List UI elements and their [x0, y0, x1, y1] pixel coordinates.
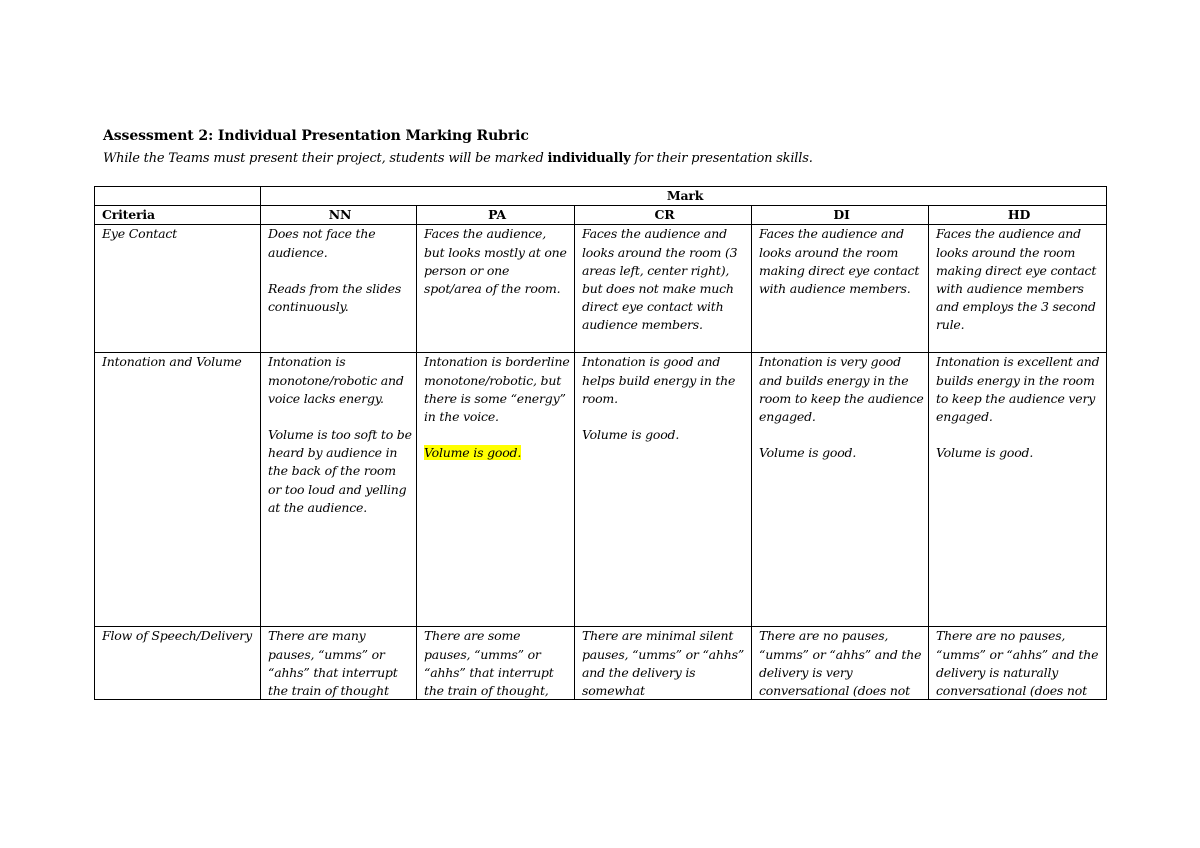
cell-eye-contact-di: [752, 225, 929, 353]
criteria-header: Criteria: [95, 206, 261, 225]
cell-text: Does not face the audience.: [268, 226, 376, 260]
cell-text: Volume is good.: [936, 445, 1034, 461]
grade-header-pa: PA: [417, 206, 575, 225]
cell-eye-contact-cr: [575, 225, 752, 353]
grade-header-nn: NN: [261, 206, 417, 225]
cell-text: Faces the audience and looks around the room (3 areas left, center right), but does not make much direct eye contact with audience members.: [582, 226, 738, 333]
cell-flow-cr: [575, 627, 752, 700]
cell-flow-pa: [417, 627, 575, 700]
cell-text: There are some pauses, “umms” or “ahhs” that interrupt the train of thought,: [424, 628, 554, 699]
highlighted-text: Volume is good.: [424, 445, 522, 461]
table-row-intonation-volume: [95, 353, 1107, 627]
cell-text: Intonation is very good and builds energy in the room to keep the audience engaged.: [759, 354, 924, 425]
cell-text: Intonation is good and helps build energy in the room.: [582, 354, 736, 406]
cell-text: Faces the audience, but looks mostly at one person or one spot/area of the room.: [424, 226, 567, 297]
mark-header: Mark: [261, 187, 1107, 206]
cell-intonation-di: [752, 353, 929, 627]
cell-intonation-pa: [417, 353, 575, 627]
grade-header-cr: CR: [575, 206, 752, 225]
cell-text: There are no pauses, “umms” or “ahhs” and the delivery is naturally conversational (does not: [936, 628, 1099, 699]
subtitle-text-end: for their presentation skills.: [630, 151, 813, 166]
cell-text: Flow of Speech/Delivery: [102, 628, 252, 644]
cell-text: Intonation is excellent and builds energy in the room to keep the audience very engaged.: [936, 354, 1100, 425]
criterion-intonation-volume: Intonation and Volume: [95, 353, 261, 627]
cell-text: There are minimal silent pauses, “umms” or “ahhs” and the delivery is somewhat: [582, 628, 745, 699]
cell-text: Faces the audience and looks around the room making direct eye contact with audience members and employs the 3 second rule.: [936, 226, 1097, 333]
mark-header-row: [95, 187, 1107, 206]
page-subtitle: [103, 151, 813, 166]
cell-text: Volume is good.: [582, 427, 680, 443]
cell-text: Volume is too soft to be heard by audience in the back of the room or too loud and yelling at the audience.: [268, 427, 412, 515]
table-row-flow-of-speech: [95, 627, 1107, 700]
cell-flow-di: [752, 627, 929, 700]
marking-rubric-table: [94, 186, 1107, 700]
grade-header-di: DI: [752, 206, 929, 225]
cell-eye-contact-pa: [417, 225, 575, 353]
cell-eye-contact-nn: [261, 225, 417, 353]
grade-header-row: [95, 206, 1107, 225]
cell-flow-nn: [261, 627, 417, 700]
subtitle-text-start: While the Teams must present their project, students will be marked: [103, 151, 548, 166]
cell-text: Faces the audience and looks around the room making direct eye contact with audience members.: [759, 226, 920, 297]
table-row-eye-contact: [95, 225, 1107, 353]
criterion-eye-contact: Eye Contact: [95, 225, 261, 353]
subtitle-emphasis: individually: [547, 151, 631, 166]
cell-intonation-cr: [575, 353, 752, 627]
cell-text: There are many pauses, “umms” or “ahhs” that interrupt the train of thought: [268, 628, 398, 699]
page-title: Assessment 2: Individual Presentation Marking Rubric: [103, 128, 529, 144]
cell-text: Volume is good.: [759, 445, 857, 461]
cell-text: There are no pauses, “umms” or “ahhs” and the delivery is very conversational (does not: [759, 628, 922, 699]
cell-intonation-hd: [929, 353, 1107, 627]
cell-text: Reads from the slides continuously.: [268, 280, 402, 315]
empty-header-cell: [95, 187, 261, 206]
cell-flow-hd: [929, 627, 1107, 700]
criterion-flow-of-speech: [95, 627, 261, 700]
cell-intonation-nn: [261, 353, 417, 627]
cell-eye-contact-hd: [929, 225, 1107, 353]
cell-text: Intonation is borderline monotone/robotic, but there is some “energy” in the voice.: [424, 354, 570, 425]
cell-text: Intonation is monotone/robotic and voice lacks energy.: [268, 354, 404, 406]
grade-header-hd: HD: [929, 206, 1107, 225]
